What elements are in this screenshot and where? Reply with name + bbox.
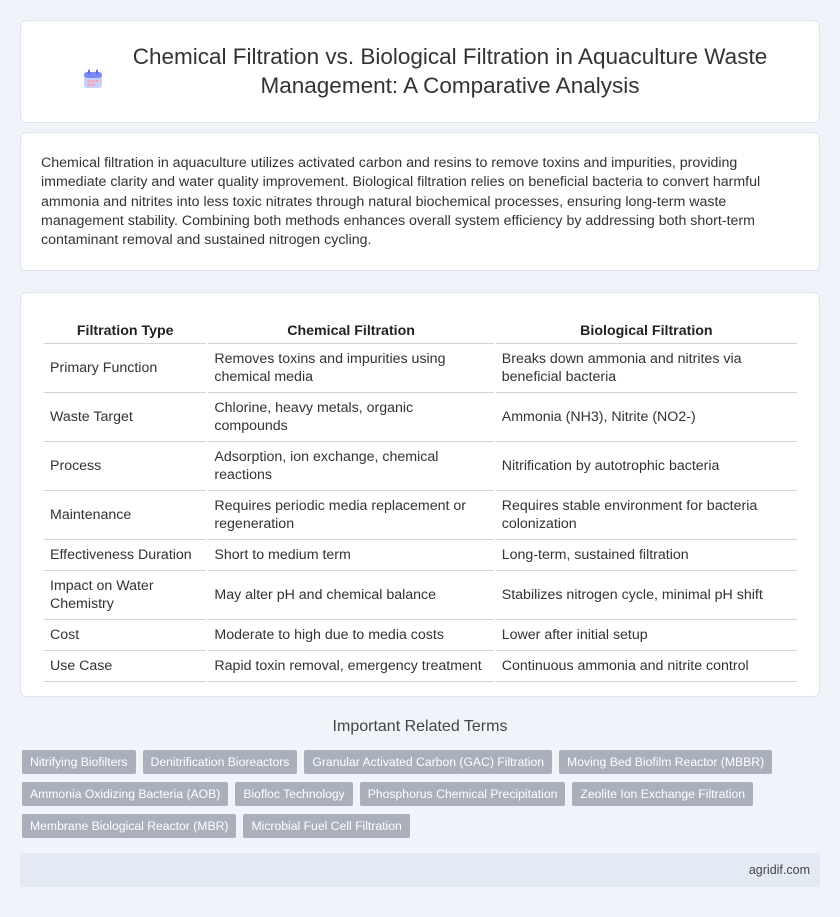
table-row	[44, 344, 797, 393]
table-cell: Stabilizes nitrogen cycle, minimal pH shift	[496, 571, 797, 620]
table-row	[44, 442, 797, 491]
table-cell: Long-term, sustained filtration	[496, 540, 797, 571]
related-term-tag[interactable]: Membrane Biological Reactor (MBR)	[22, 814, 236, 838]
table-cell: Adsorption, ion exchange, chemical reactions	[208, 442, 493, 491]
table-cell: Effectiveness Duration	[44, 540, 206, 571]
table-cell: Requires stable environment for bacteria colonization	[496, 491, 797, 540]
table-row	[44, 620, 797, 651]
table-cell: Ammonia (NH3), Nitrite (NO2-)	[496, 393, 797, 442]
related-term-tag[interactable]: Zeolite Ion Exchange Filtration	[572, 782, 753, 806]
table-row	[44, 491, 797, 540]
table-cell: Moderate to high due to media costs	[208, 620, 493, 651]
table-cell: Primary Function	[44, 344, 206, 393]
intro-card	[20, 132, 820, 271]
table-cell: Use Case	[44, 651, 206, 682]
related-term-tag[interactable]: Moving Bed Biofilm Reactor (MBBR)	[559, 750, 772, 774]
table-row	[44, 540, 797, 571]
table-row	[44, 393, 797, 442]
related-term-tag[interactable]: Phosphorus Chemical Precipitation	[360, 782, 566, 806]
related-term-tag[interactable]: Microbial Fuel Cell Filtration	[243, 814, 409, 838]
intro-paragraph: Chemical filtration in aquaculture utilizes activated carbon and resins to remove toxins and impurities, providing immediate clarity and water quality improvement. Biological filtration relies on beneficial bacteria to convert harmful ammonia and nitrites into less toxic nitrates through natural biochemical processes, ensuring long-term waste management stability. Combining both methods enhances overall system efficiency by addressing both short-term contaminant removal and sustained nitrogen cycling.	[41, 155, 761, 249]
table-cell: Removes toxins and impurities using chemical media	[208, 344, 493, 393]
table-header: Chemical Filtration	[208, 314, 493, 344]
table-cell: Rapid toxin removal, emergency treatment	[208, 651, 493, 682]
table-cell: Cost	[44, 620, 206, 651]
table-cell: Breaks down ammonia and nitrites via beneficial bacteria	[496, 344, 797, 393]
table-cell: Nitrification by autotrophic bacteria	[496, 442, 797, 491]
related-term-tag[interactable]: Granular Activated Carbon (GAC) Filtration	[304, 750, 552, 774]
table-cell: Maintenance	[44, 491, 206, 540]
table-row	[44, 571, 797, 620]
comparison-table	[42, 314, 799, 682]
related-term-tag[interactable]: Denitrification Bioreactors	[143, 750, 298, 774]
table-header: Biological Filtration	[496, 314, 797, 344]
table-cell: Short to medium term	[208, 540, 493, 571]
footer-site-link[interactable]: agridif.com	[748, 863, 810, 877]
table-row	[44, 651, 797, 682]
table-header: Filtration Type	[44, 314, 206, 344]
page-title: Chemical Filtration vs. Biological Filtration in Aquaculture Waste Management: A Comparative Analysis	[132, 44, 768, 98]
related-terms-tags	[22, 750, 782, 838]
table-cell: Process	[44, 442, 206, 491]
related-term-tag[interactable]: Ammonia Oxidizing Bacteria (AOB)	[22, 782, 228, 806]
table-cell: Waste Target	[44, 393, 206, 442]
table-cell: Lower after initial setup	[496, 620, 797, 651]
table-cell: Impact on Water Chemistry	[44, 571, 206, 620]
table-cell: May alter pH and chemical balance	[208, 571, 493, 620]
table-cell: Chlorine, heavy metals, organic compounds	[208, 393, 493, 442]
related-terms-title: Important Related Terms	[332, 718, 508, 735]
comparison-table-card	[20, 292, 820, 697]
related-term-tag[interactable]: Nitrifying Biofilters	[22, 750, 136, 774]
related-term-tag[interactable]: Biofloc Technology	[235, 782, 352, 806]
table-cell: Requires periodic media replacement or regeneration	[208, 491, 493, 540]
table-cell: Continuous ammonia and nitrite control	[496, 651, 797, 682]
footer	[20, 853, 820, 887]
